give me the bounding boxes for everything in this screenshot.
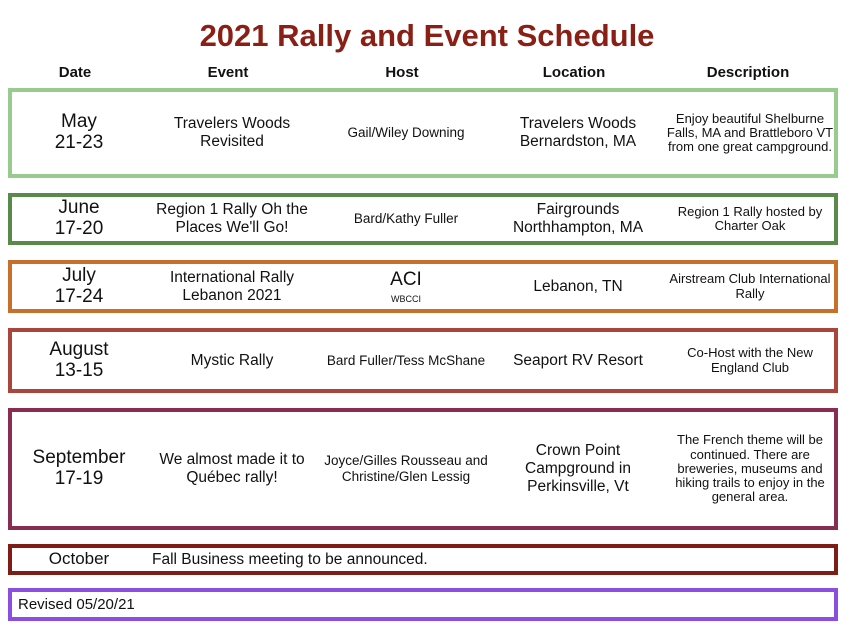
location-line2: Bernardston, MA bbox=[519, 133, 637, 150]
description-cell: Enjoy beautiful Shelburne Falls, MA and Brattleboro VT from one great campground. bbox=[666, 110, 834, 155]
date-days: 21-23 bbox=[54, 132, 104, 153]
location-cell: Seaport RV Resort bbox=[513, 351, 643, 369]
page-title: 2021 Rally and Event Schedule bbox=[199, 18, 655, 53]
date-month: July bbox=[62, 264, 96, 286]
date-days: 17-20 bbox=[54, 218, 104, 239]
description-cell: Airstream Club International Rally bbox=[669, 271, 831, 301]
revised-date: Revised 05/20/21 bbox=[18, 596, 135, 613]
revised-row bbox=[8, 588, 838, 621]
description-cell: The French theme will be continued. There are breweries, museums and hiking trails to enjoy in the general area. bbox=[675, 432, 825, 505]
event-cell: International Rally Lebanon 2021 bbox=[169, 268, 295, 304]
event-cell: Travelers Woods Revisited bbox=[173, 115, 291, 150]
location-line2: Northhampton, MA bbox=[512, 219, 644, 236]
location-line1: Fairgrounds bbox=[536, 201, 620, 219]
location-cell: Lebanon, TN bbox=[533, 277, 623, 295]
date-days: 17-19 bbox=[54, 468, 104, 489]
host-cell: Bard/Kathy Fuller bbox=[353, 211, 459, 227]
date-cell bbox=[12, 332, 146, 389]
event-row-july bbox=[8, 260, 838, 313]
date-cell bbox=[12, 412, 146, 526]
date-month: May bbox=[61, 111, 97, 133]
host-cell bbox=[318, 264, 494, 309]
event-row-august bbox=[8, 328, 838, 393]
event-row-may bbox=[8, 88, 838, 178]
date-month: August bbox=[49, 338, 109, 360]
host-name: ACI bbox=[390, 268, 422, 290]
event-row-september bbox=[8, 408, 838, 530]
host-cell: Joyce/Gilles Rousseau and Christine/Glen Lessig bbox=[324, 453, 488, 484]
date-month: September bbox=[32, 447, 126, 469]
date-days: 13-15 bbox=[54, 359, 104, 381]
event-row-october bbox=[8, 544, 838, 575]
header-description: Description bbox=[706, 64, 790, 81]
location-cell: Crown Point Campground in Perkinsville, Vt bbox=[525, 442, 631, 495]
october-note: Fall Business meeting to be announced. bbox=[152, 550, 428, 568]
event-cell: Mystic Rally bbox=[190, 351, 274, 369]
date-cell bbox=[12, 264, 146, 309]
description-cell: Co-Host with the New England Club bbox=[687, 345, 813, 375]
header-event: Event bbox=[207, 64, 249, 81]
host-cell: Gail/Wiley Downing bbox=[347, 125, 465, 141]
date-month: June bbox=[58, 197, 100, 219]
header-location: Location bbox=[542, 64, 606, 81]
location-cell bbox=[494, 92, 662, 174]
date-days: 17-24 bbox=[54, 285, 104, 307]
header-host: Host bbox=[385, 64, 419, 81]
event-cell: We almost made it to Québec rally! bbox=[159, 451, 305, 486]
location-line1: Travelers Woods bbox=[519, 115, 637, 133]
date-cell bbox=[12, 92, 146, 174]
host-subtitle: WBCCI bbox=[391, 293, 421, 304]
header-date: Date bbox=[58, 64, 92, 81]
location-cell bbox=[494, 197, 662, 241]
host-cell: Bard Fuller/Tess McShane bbox=[326, 352, 486, 368]
event-row-june bbox=[8, 193, 838, 245]
description-cell: Region 1 Rally hosted by Charter Oak bbox=[677, 203, 823, 233]
date-month: October bbox=[48, 549, 110, 569]
date-cell bbox=[12, 197, 146, 241]
event-cell: Region 1 Rally Oh the Places We'll Go! bbox=[156, 201, 308, 236]
